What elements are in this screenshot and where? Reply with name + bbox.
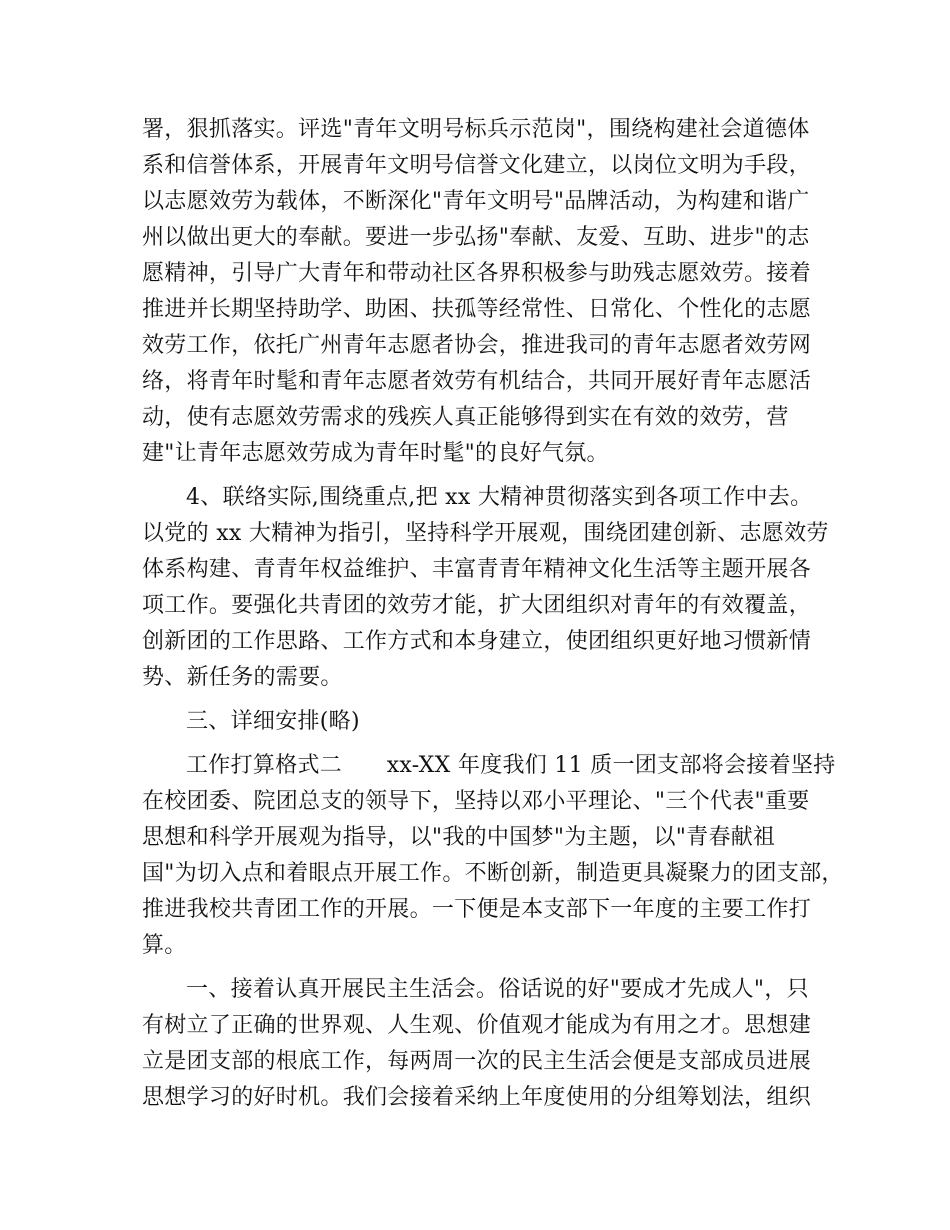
text-line: 项工作。要强化共青团的效劳才能，扩大团组织对青年的有效覆盖，	[142, 593, 812, 618]
text-line: 思想和科学开展观为指导，以"我的中国梦"为主题，以"青春献祖	[142, 825, 776, 850]
text-line: 推进我校共青团工作的开展。一下便是本支部下一年度的主要工作打	[142, 897, 812, 922]
text-line: 以党的 xx 大精神为指引，坚持科学开展观，围绕团建创新、志愿效劳	[142, 521, 829, 546]
text-line: 有树立了正确的世界观、人生观、价值观才能成为有用之才。思想建	[142, 1013, 812, 1038]
document-page	[142, 112, 844, 1116]
text-line: 州以做出更大的奉献。要进一步弘扬"奉献、友爱、互助、进步"的志	[142, 225, 810, 250]
text-line: 以志愿效劳为载体，不断深化"青年文明号"品牌活动，为构建和谐广	[142, 189, 810, 214]
text-line: 推进并长期坚持助学、助困、扶孤等经常性、日常化、个性化的志愿	[142, 297, 812, 322]
section-heading: 三、详细安排(略)	[186, 709, 360, 734]
text-line: 算。	[142, 933, 187, 958]
text-line: 体系构建、青青年权益维护、丰富青青年精神文化生活等主题开展各	[142, 557, 812, 582]
text-line: 愿精神，引导广大青年和带动社区各界积极参与助残志愿效劳。接着	[142, 261, 812, 286]
text-line: 系和信誉体系，开展青年文明号信誉文化建立，以岗位文明为手段，	[142, 153, 812, 178]
paragraph-start-line: 工作打算格式二 xx-XX 年度我们 11 质一团支部将会接着坚持	[186, 753, 836, 778]
text-line: 在校团委、院团总支的领导下，坚持以邓小平理论、"三个代表"重要	[142, 789, 810, 814]
text-line: 国"为切入点和着眼点开展工作。不断创新，制造更具凝聚力的团支部，	[142, 861, 844, 886]
text-line: 建"让青年志愿效劳成为青年时髦"的良好气氛。	[142, 441, 609, 466]
paragraph-start-line: 4、联络实际,围绕重点,把 xx 大精神贯彻落实到各项工作中去。	[186, 485, 813, 510]
text-line: 创新团的工作思路、工作方式和本身建立，使团组织更好地习惯新情	[142, 629, 812, 654]
text-line: 络，将青年时髦和青年志愿者效劳有机结合，共同开展好青年志愿活	[142, 369, 812, 394]
paragraph-start-line: 一、接着认真开展民主生活会。俗话说的好"要成才先成人"，只	[186, 977, 809, 1002]
text-line: 效劳工作，依托广州青年志愿者协会，推进我司的青年志愿者效劳网	[142, 333, 812, 358]
text-line: 立是团支部的根底工作，每两周一次的民主生活会便是支部成员进展	[142, 1049, 812, 1074]
text-line: 动，使有志愿效劳需求的残疾人真正能够得到实在有效的效劳，营	[142, 405, 789, 430]
text-line: 势、新任务的需要。	[142, 665, 343, 690]
text-line: 署，狠抓落实。评选"青年文明号标兵示范岗"，围绕构建社会道德体	[142, 117, 810, 142]
text-line: 思想学习的好时机。我们会接着采纳上年度使用的分组筹划法，组织	[142, 1085, 812, 1110]
